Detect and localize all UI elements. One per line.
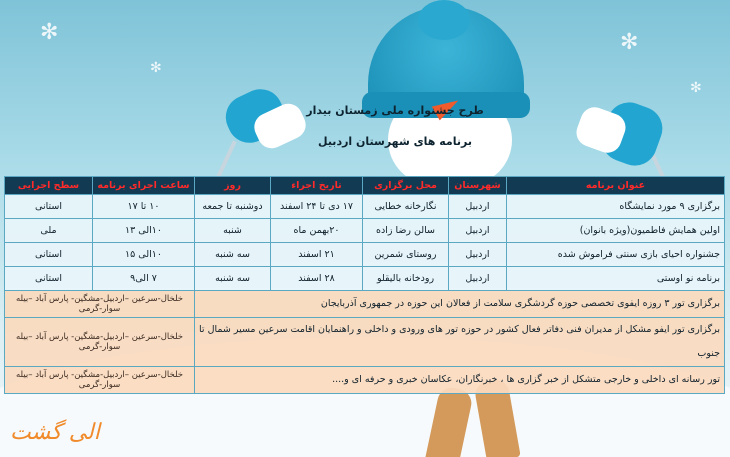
table-cell: ۷ الی۹ (93, 267, 195, 291)
column-header: روز (195, 177, 271, 195)
tour-description: تور رسانه ای داخلی و خارجی متشکل از خبر گزاری ها ، خبرنگاران، عکاسان خبری و حرفه ای و.... (195, 367, 725, 394)
column-header: تاریخ اجراء (271, 177, 363, 195)
table-cell: روستای شمرین (363, 243, 449, 267)
column-header: سطح اجرایی (5, 177, 93, 195)
table-cell: ملی (5, 219, 93, 243)
tour-row (5, 291, 725, 318)
table-cell: اردبیل (449, 195, 507, 219)
table-cell: اردبیل (449, 267, 507, 291)
table-cell: استانی (5, 195, 93, 219)
column-header: محل برگزاری (363, 177, 449, 195)
column-header: شهرستان (449, 177, 507, 195)
tour-description: برگزاری تور ۳ روزه ایفوی تخصصی حوزه گردشگری سلامت از فعالان این حوزه در جمهوری آذربایجان (195, 291, 725, 318)
table-row (5, 195, 725, 219)
tour-route: خلخال-سرعین –اردبیل-مشگین- پارس آباد –بیله سوار-گرمی (5, 318, 195, 367)
table-cell: رودخانه بالیقلو (363, 267, 449, 291)
tour-route: خلخال-سرعین –اردبیل-مشگین- پارس آباد –بیله سوار-گرمی (5, 291, 195, 318)
table-cell: ۲۰بهمن ماه (271, 219, 363, 243)
snowflake-icon: ✻ (150, 60, 162, 76)
table-cell: استانی (5, 243, 93, 267)
table-cell: سالن رضا زاده (363, 219, 449, 243)
table-row (5, 243, 725, 267)
table-cell: اولین همایش فاطمیون(ویژه بانوان) (507, 219, 725, 243)
table-row (5, 267, 725, 291)
page-subtitle: برنامه های شهرستان اردبیل (318, 135, 472, 148)
page-title: طرح جشنواره ملی زمستان بیدار (306, 104, 484, 117)
table-cell: دوشنبه تا جمعه (195, 195, 271, 219)
tour-description: برگزاری تور ایفو مشکل از مدیران فنی دفاتر فعال کشور در حوزه تور های ورودی و داخلی و راهنمایان اقامت سرعین مسیر شمال تا جنوب (195, 318, 725, 367)
table-cell: ۲۱ اسفند (271, 243, 363, 267)
table-cell: برنامه نو اوستی (507, 267, 725, 291)
title-block (300, 104, 490, 166)
table-cell: نگارخانه خطایی (363, 195, 449, 219)
table-cell: اردبیل (449, 219, 507, 243)
table-row (5, 219, 725, 243)
brand-logo: الی گشت (10, 420, 100, 445)
table-cell: شنبه (195, 219, 271, 243)
table-cell: ۱۷ دی تا ۲۴ اسفند (271, 195, 363, 219)
column-header: ساعت اجرای برنامه (93, 177, 195, 195)
tour-route: خلخال-سرعین –اردبیل-مشگین- پارس آباد –بیله سوار-گرمی (5, 367, 195, 394)
snowflake-icon: ✻ (620, 30, 639, 55)
tour-row (5, 367, 725, 394)
table-cell: استانی (5, 267, 93, 291)
table-cell: ۱۰ تا ۱۷ (93, 195, 195, 219)
table-cell: ۲۸ اسفند (271, 267, 363, 291)
table-cell: برگزاری ۹ مورد نمایشگاه (507, 195, 725, 219)
table-cell: ۱۰الی ۱۵ (93, 243, 195, 267)
column-header: عنوان برنامه (507, 177, 725, 195)
table-cell: سه شنبه (195, 243, 271, 267)
snowflake-icon: ✻ (40, 20, 59, 45)
tour-row (5, 318, 725, 367)
table-cell: جشنواره احیای بازی سنتی فراموش شده (507, 243, 725, 267)
program-table (4, 176, 725, 394)
snowflake-icon: ✻ (690, 80, 702, 96)
table-cell: اردبیل (449, 243, 507, 267)
table-cell: سه شنبه (195, 267, 271, 291)
table-cell: ۱۰الی ۱۳ (93, 219, 195, 243)
table-header-row (5, 177, 725, 195)
hat-pompom (418, 0, 470, 40)
